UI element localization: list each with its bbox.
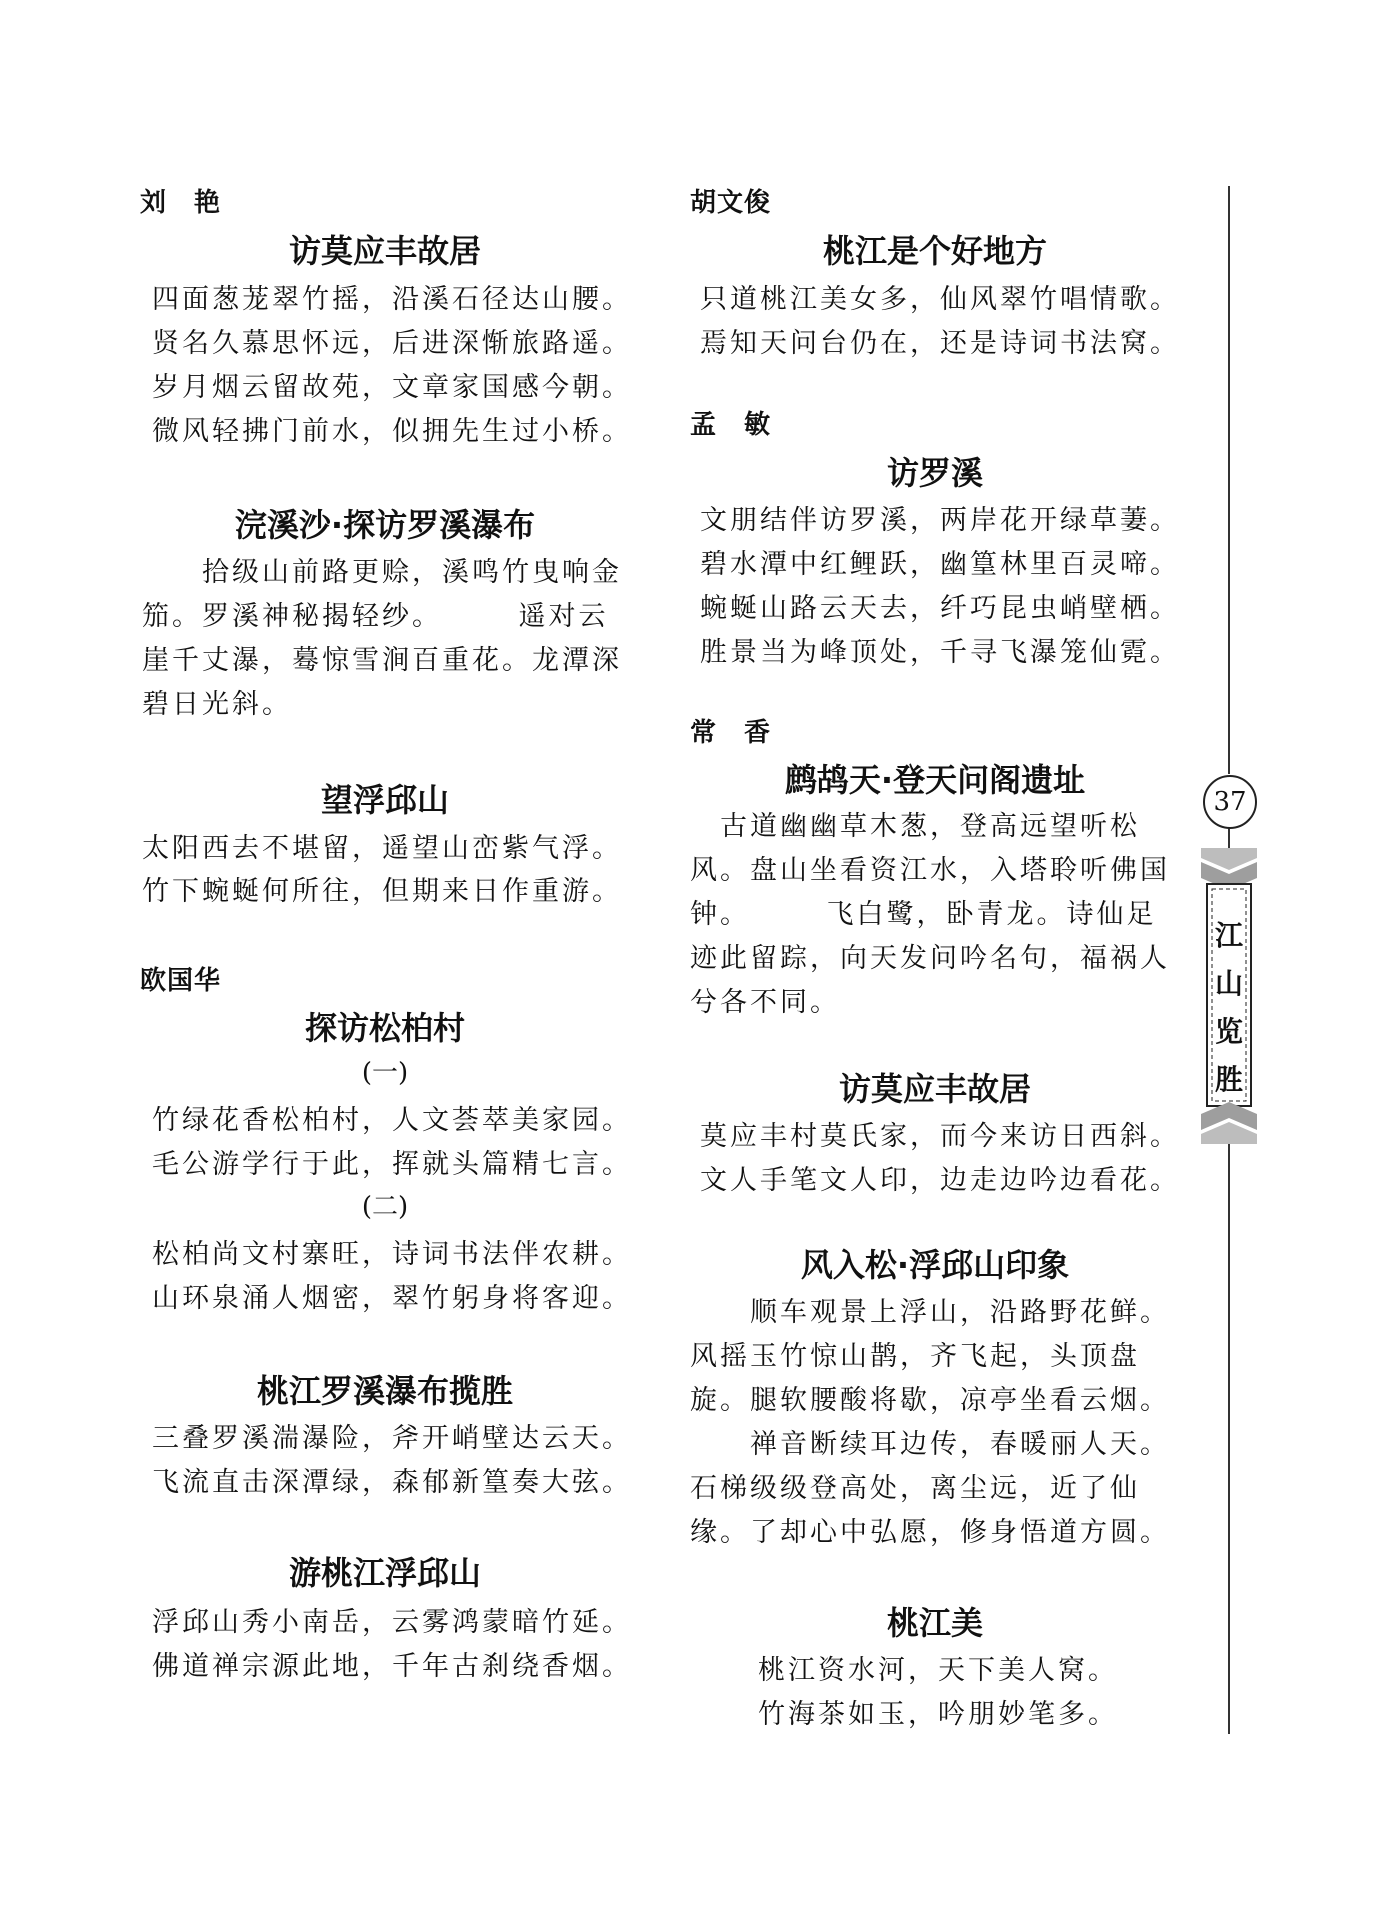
poem-line: 蜿蜒山路云天去，纤巧昆虫峭壁栖。 [700,593,1180,624]
poem-title: 鹧鸪天·登天问阁遗址 [784,761,1086,799]
poem-title: 浣溪沙·探访罗溪瀑布 [234,506,536,544]
part-number: (一) [361,1058,409,1088]
poem-line: 迹此留踪，向天发问吟名句，福祸人 [690,943,1170,974]
poem-line: 石梯级级登高处，离尘远，近了仙 [690,1473,1140,1504]
poem-line: 莫应丰村莫氏家，而今来访日西斜。 [700,1121,1180,1152]
poem-line: 山环泉涌人烟密，翠竹躬身将客迎。 [152,1283,632,1314]
poem-title: 探访松柏村 [304,1009,465,1047]
banner-char: 胜 [1214,1063,1243,1096]
poem-title: 风入松·浮邱山印象 [800,1246,1070,1284]
side-rule-mid [1228,826,1230,848]
poem-line: 佛道禅宗源此地，千年古刹绕香烟。 [152,1651,632,1682]
poem-title: 游桃江浮邱山 [288,1554,481,1592]
side-rule-top [1228,186,1230,774]
poem-line: 焉知天问台仍在，还是诗词书法窝。 [700,328,1180,359]
banner-char: 江 [1214,919,1243,952]
poem-line: 旋。腿软腰酸将歇，凉亭坐看云烟。 [690,1385,1170,1416]
poem-line: 太阳西去不堪留，遥望山峦紫气浮。 [142,833,622,864]
poem-line: 碧水潭中红鲤跃，幽篁林里百灵啼。 [700,549,1180,580]
author-liu-yan: 刘 艳 [140,188,222,218]
poem-title: 访莫应丰故居 [838,1070,1031,1108]
poem-line: 文朋结伴访罗溪，两岸花开绿草萋。 [700,505,1180,536]
poem-line: 崖千丈瀑，蓦惊雪涧百重花。龙潭深 [142,645,622,676]
poem-line: 桃江资水河，天下美人窝。 [758,1655,1118,1686]
poem-line: 碧日光斜。 [142,689,292,720]
poem-line: 顺车观景上浮山，沿路野花鲜。 [690,1297,1170,1328]
poem-title: 桃江美 [886,1604,983,1642]
poem-line: 竹海茶如玉，吟朋妙笔多。 [758,1699,1118,1730]
side-rule-bottom [1228,1144,1230,1734]
poem-line: 三叠罗溪湍瀑险，斧开峭壁达云天。 [152,1423,632,1454]
poem-line: 钟。 飞白鹭，卧青龙。诗仙足 [690,899,1157,930]
poem-line: 岁月烟云留故苑，文章家国感今朝。 [152,372,632,403]
author-ou-guohua: 欧国华 [140,966,222,996]
poem-line: 微风轻拂门前水，似拥先生过小桥。 [152,416,632,447]
poem-title: 望浮邱山 [320,781,449,819]
poem-line: 笳。罗溪神秘揭轻纱。 遥对云 [142,601,609,632]
poem-line: 文人手笔文人印，边走边吟边看花。 [700,1165,1180,1196]
side-banner-text [1210,912,1248,1104]
author-meng-min: 孟 敏 [690,410,772,440]
poem-title: 桃江是个好地方 [822,232,1047,270]
poem-line: 古道幽幽草木葱，登高远望听松 [690,811,1140,842]
poem-line: 毛公游学行于此，挥就头篇精七言。 [152,1149,632,1180]
poem-line: 浮邱山秀小南岳，云雾鸿蒙暗竹延。 [152,1607,632,1638]
poem-line: 风摇玉竹惊山鹊，齐飞起，头顶盘 [690,1341,1140,1372]
page-number: 37 [1203,775,1257,829]
banner-char: 览 [1214,1015,1243,1048]
poem-line: 兮各不同。 [690,987,840,1018]
poem-line: 风。盘山坐看资江水，入塔聆听佛国 [690,855,1170,886]
poem-title: 访莫应丰故居 [288,232,481,270]
author-hu-wenjun: 胡文俊 [690,188,772,218]
poem-line: 松柏尚文村寨旺，诗词书法伴农耕。 [152,1239,632,1270]
poem-line: 竹绿花香松柏村，人文荟萃美家园。 [152,1105,632,1136]
poem-line: 禅音断续耳边传，春暖丽人天。 [690,1429,1170,1460]
poem-line: 拾级山前路更赊，溪鸣竹曳响金 [142,557,622,588]
poem-line: 四面葱茏翠竹摇，沿溪石径达山腰。 [152,284,632,315]
author-chang-xiang: 常 香 [690,718,772,748]
poem-line: 缘。了却心中弘愿，修身悟道方圆。 [690,1517,1170,1548]
poem-line: 飞流直击深潭绿，森郁新篁奏大弦。 [152,1467,632,1498]
banner-char: 山 [1214,967,1243,1000]
poem-title: 桃江罗溪瀑布揽胜 [256,1372,513,1410]
poem-line: 贤名久慕思怀远，后进深惭旅路遥。 [152,328,632,359]
poem-title: 访罗溪 [886,454,983,492]
poem-line: 胜景当为峰顶处，千寻飞瀑笼仙霓。 [700,637,1180,668]
poem-line: 只道桃江美女多，仙风翠竹唱情歌。 [700,284,1180,315]
poem-line: 竹下蜿蜒何所往，但期来日作重游。 [142,876,622,907]
part-number: (二) [361,1192,409,1222]
